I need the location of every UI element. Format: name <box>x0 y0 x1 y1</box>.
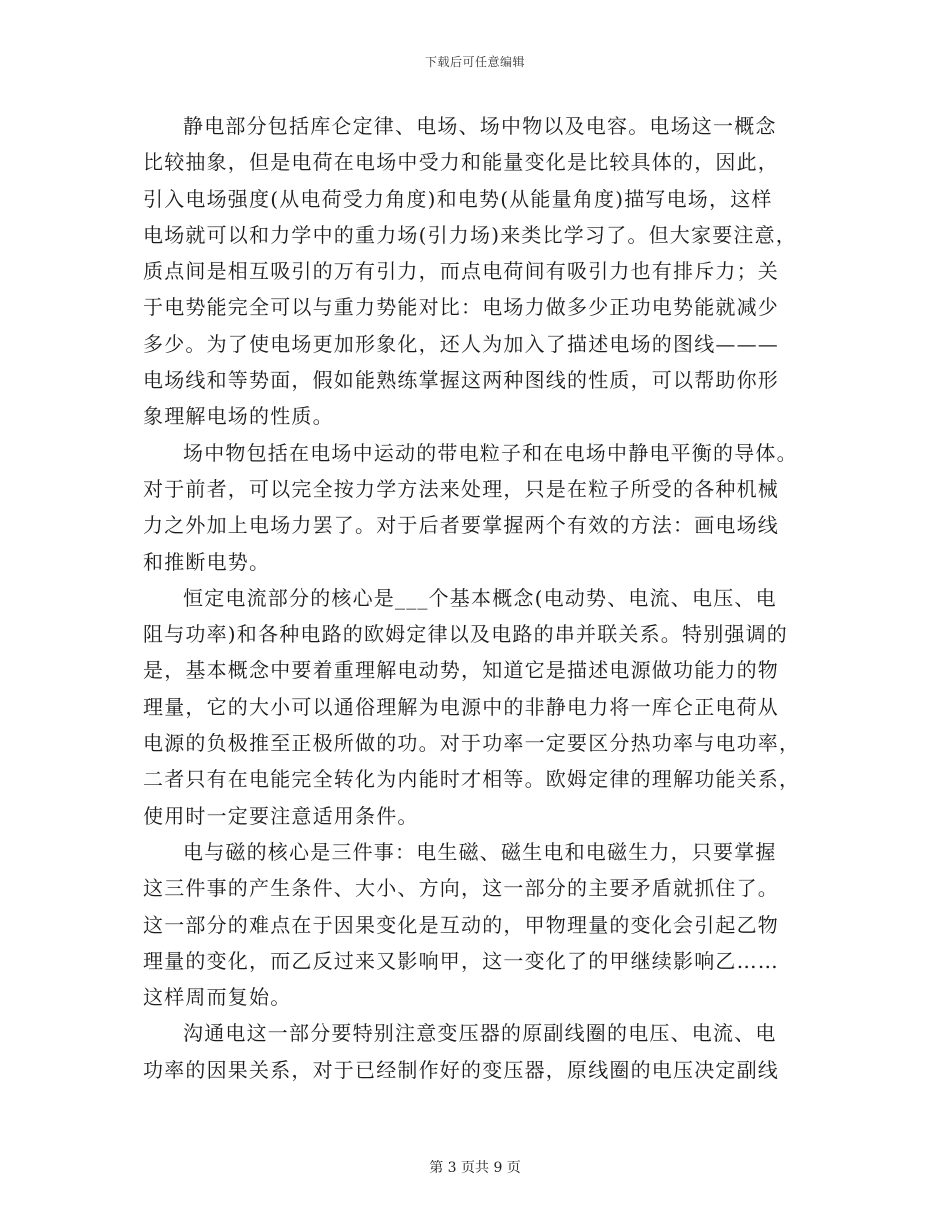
text-line: 象理解电场的性质。 <box>143 404 334 429</box>
text-line: 质点间是相互吸引的万有引力，而点电荷间有吸引力也有排斥力；关 <box>143 259 779 284</box>
text-line: 场中物包括在电场中运动的带电粒子和在电场中静电平衡的导体。 <box>183 440 798 465</box>
text-line: 电源的负极推至正极所做的功。对于功率一定要区分热功率与电功率， <box>143 731 801 756</box>
text-line: 比较抽象，但是电荷在电场中受力和能量变化是比较具体的，因此， <box>143 150 779 175</box>
page-header: 下载后可任意编辑 <box>424 55 525 69</box>
text-line: 是，基本概念中要着重理解电动势，知道它是描述电源做功能力的物 <box>143 658 779 683</box>
text-line: 功率的因果关系，对于已经制作好的变压器，原线圈的电压决定副线 <box>143 1057 779 1082</box>
text-line: 电与磁的核心是三件事：电生磁、磁生电和电磁生力，只要掌握 <box>183 839 777 864</box>
page-footer: 第 3 页共 9 页 <box>429 1160 521 1176</box>
text-line: 力之外加上电场力罢了。对于后者要掌握两个有效的方法：画电场线 <box>143 513 779 538</box>
text-line: 这三件事的产生条件、大小、方向，这一部分的主要矛盾就抓住了。 <box>143 876 779 901</box>
text-line: 电场就可以和力学中的重力场(引力场)来类比学习了。但大家要注意， <box>143 222 798 247</box>
text-line: 理量的变化，而乙反过来又影响甲，这一变化了的甲继续影响乙…… <box>143 948 779 973</box>
text-line: 电场线和等势面，假如能熟练掌握这两种图线的性质，可以帮助你形 <box>143 368 779 393</box>
text-line: 对于前者，可以完全按力学方法来处理，只是在粒子所受的各种机械 <box>143 476 779 501</box>
text-line: 引入电场强度(从电荷受力角度)和电势(从能量角度)描写电场，这样 <box>143 186 773 211</box>
text-line: 于电势能完全可以与重力势能对比：电场力做多少正功电势能就减少 <box>143 295 779 320</box>
text-line: 多少。为了使电场更加形象化，还人为加入了描述电场的图线——— <box>143 331 779 356</box>
text-line: 和推断电势。 <box>143 549 271 574</box>
text-line: 二者只有在电能完全转化为内能时才相等。欧姆定律的理解功能关系， <box>143 767 801 792</box>
text-line: 这样周而复始。 <box>143 985 292 1010</box>
text-line: 使用时一定要注意适用条件。 <box>143 803 419 828</box>
text-line: 恒定电流部分的核心是___个基本概念(电动势、电流、电压、电 <box>183 585 777 610</box>
text-line: 沟通电这一部分要特别注意变压器的原副线圈的电压、电流、电 <box>183 1021 777 1046</box>
text-line: 这一部分的难点在于因果变化是互动的，甲物理量的变化会引起乙物 <box>143 912 779 937</box>
text-line: 阻与功率)和各种电路的欧姆定律以及电路的串并联关系。特别强调的 <box>143 622 789 647</box>
document-body <box>143 108 808 1088</box>
text-line: 理量，它的大小可以通俗理解为电源中的非静电力将一库仑正电荷从 <box>143 694 779 719</box>
text-line: 静电部分包括库仑定律、电场、场中物以及电容。电场这一概念 <box>183 114 777 138</box>
